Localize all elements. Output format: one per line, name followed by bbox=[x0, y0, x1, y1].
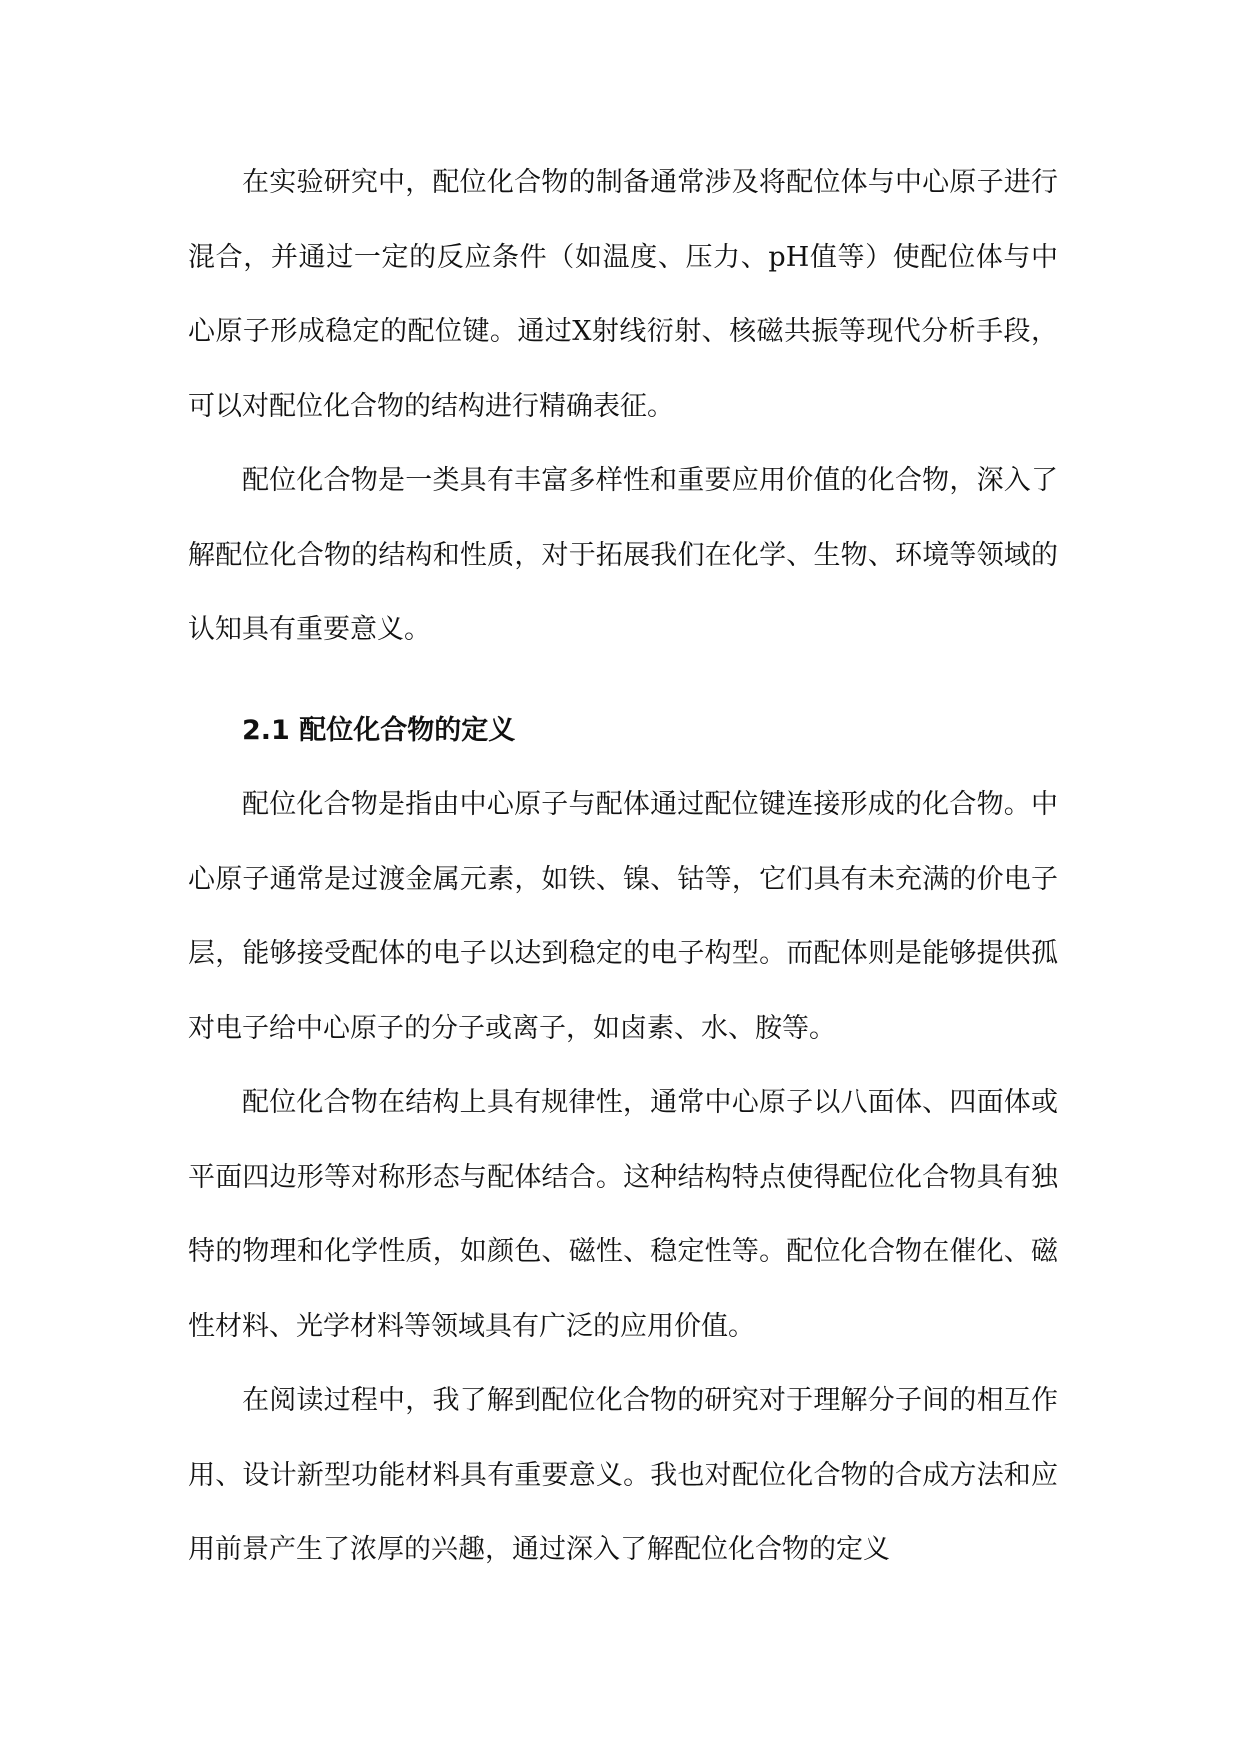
document-body bbox=[188, 146, 1058, 1588]
section-heading: 2.1 配位化合物的定义 bbox=[242, 714, 516, 746]
paragraph-definition: 配位化合物是指由中心原子与配体通过配位键连接形成的化合物。中心原子通常是过渡金属元素，如铁、镍、钴等，它们具有未充满的价电子层，能够接受配体的电子以达到稳定的电子构型。而配体则是能够提供孤对电子给中心原子的分子或离子，如卤素、水、胺等。 bbox=[188, 789, 1058, 1044]
paragraph-structure-properties: 配位化合物在结构上具有规律性，通常中心原子以八面体、四面体或平面四边形等对称形态与配体结合。这种结构特点使得配位化合物具有独特的物理和化学性质，如颜色、磁性、稳定性等。配位化合物在催化、磁性材料、光学材料等领域具有广泛的应用价值。 bbox=[188, 1087, 1058, 1342]
paragraph-reading-reflection: 在阅读过程中，我了解到配位化合物的研究对于理解分子间的相互作用、设计新型功能材料具有重要意义。我也对配位化合物的合成方法和应用前景产生了浓厚的兴趣，通过深入了解配位化合物的定义 bbox=[188, 1385, 1058, 1565]
paragraph-experimental-preparation: 在实验研究中，配位化合物的制备通常涉及将配位体与中心原子进行混合，并通过一定的反应条件（如温度、压力、pH值等）使配位体与中心原子形成稳定的配位键。通过X射线衍射、核磁共振等现代分析手段，可以对配位化合物的结构进行精确表征。 bbox=[188, 167, 1058, 422]
paragraph-significance: 配位化合物是一类具有丰富多样性和重要应用价值的化合物，深入了解配位化合物的结构和性质，对于拓展我们在化学、生物、环境等领域的认知具有重要意义。 bbox=[188, 465, 1058, 645]
